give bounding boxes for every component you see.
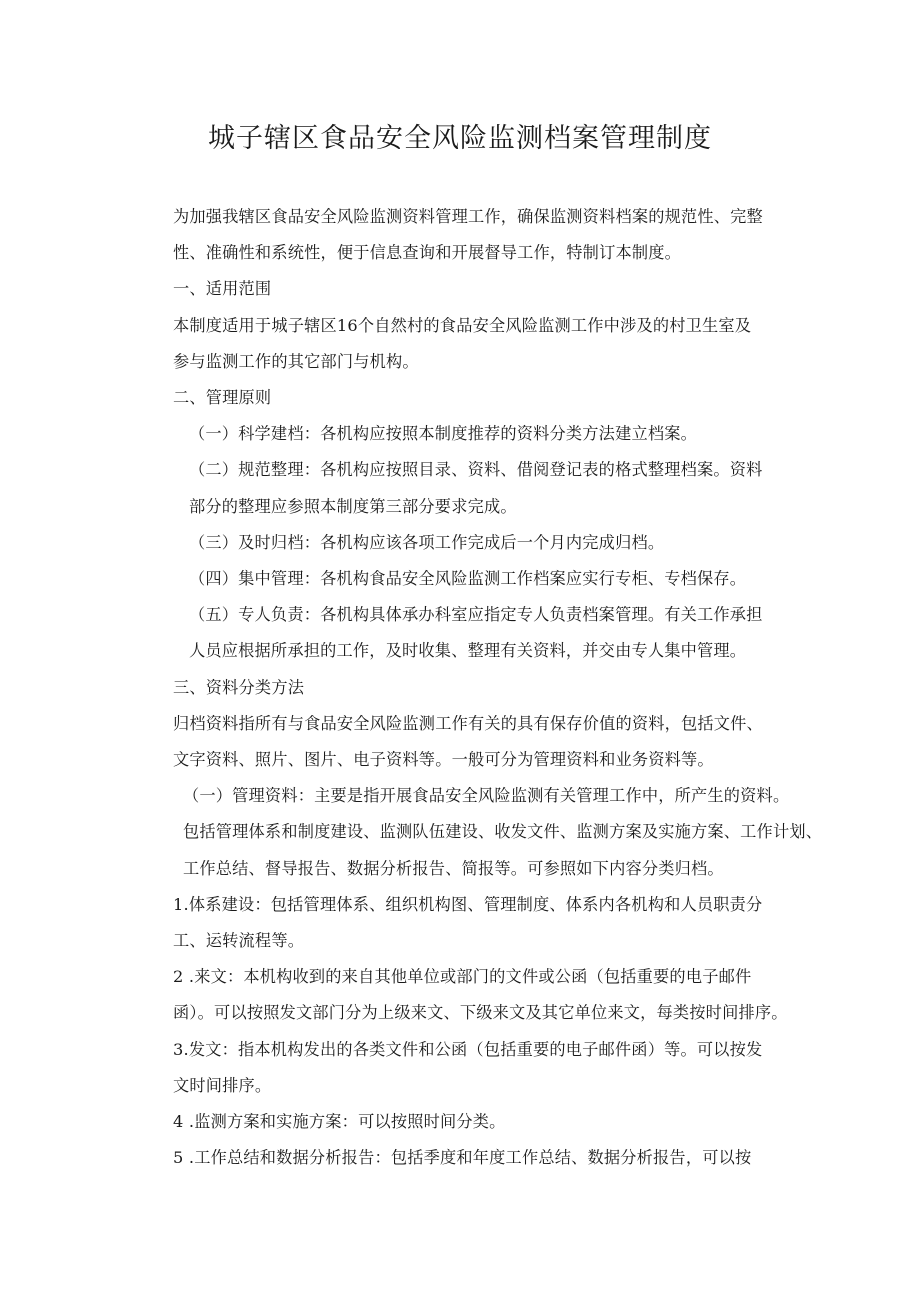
paragraph-principle-3 [139,525,789,561]
paragraph-line: 工作总结、督导报告、数据分析报告、简报等。可参照如下内容分类归档。 [183,858,724,878]
paragraph-item-5 [139,1140,789,1176]
paragraph-principle-4 [139,561,789,597]
document-title: 城子辖区食品安全风险监测档案管理制度 [208,123,712,154]
paragraph-line: 本制度适用于城子辖区16个自然村的食品安全风险监测工作中涉及的村卫生室及 [173,315,752,335]
document-body [139,199,823,1176]
paragraph-line: 一、适用范围 [173,279,272,299]
paragraph-line: 三、资料分类方法 [173,677,305,697]
paragraph-line: （四）集中管理：各机构食品安全风险监测工作档案应实行专柜、专档保存。 [189,569,747,589]
paragraph-line: 参与监测工作的其它部门与机构。 [173,351,419,371]
paragraph-line: 函）。可以按照发文部门分为上级来文、下级来文及其它单位来文，每类按时间排序。 [173,1003,788,1023]
paragraph-line: （二）规范整理：各机构应按照目录、资料、借阅登记表的格式整理档案。资料 [189,460,763,480]
paragraph-line: （一）科学建档：各机构应按照本制度推荐的资料分类方法建立档案。 [189,424,698,444]
paragraph-line: 5 .工作总结和数据分析报告：包括季度和年度工作总结、数据分析报告，可以按 [173,1148,752,1168]
paragraph-line: 性、准确性和系统性，便于信息查询和开展督导工作，特制订本制度。 [173,243,682,263]
paragraph-line: （三）及时归档：各机构应该各项工作完成后一个月内完成归档。 [189,532,665,552]
paragraph-line: 4 .监测方案和实施方案：可以按照时间分类。 [173,1112,506,1132]
paragraph-line: 二、管理原则 [173,388,272,408]
paragraph-heading-2 [139,380,789,416]
paragraph-heading-1 [139,271,789,307]
paragraph-line: 归档资料指所有与食品安全风险监测工作有关的具有保存价值的资料，包括文件、 [173,713,763,733]
paragraph-principle-1 [139,416,789,452]
paragraph-line: 3.发文：指本机构发出的各类文件和公函（包括重要的电子邮件函）等。可以按发 [173,1039,763,1059]
paragraph-heading-3 [139,670,789,706]
paragraph-line: 文时间排序。 [173,1075,272,1095]
paragraph-line: 文字资料、照片、图片、电子资料等。一般可分为管理资料和业务资料等。 [173,750,714,770]
paragraph-line: 为加强我辖区食品安全风险监测资料管理工作，确保监测资料档案的规范性、完整 [173,207,763,226]
paragraph-management-materials [139,778,823,887]
paragraph-line: 部分的整理应参照本制度第三部分要求完成。 [189,496,517,516]
paragraph-principle-2 [139,452,789,524]
paragraph-item-4 [139,1104,789,1140]
paragraph-classification-intro [139,706,789,778]
paragraph-line: （五）专人负责：各机构具体承办科室应指定专人负责档案管理。有关工作承担 [189,605,763,625]
paragraph-item-1 [139,887,789,959]
paragraph-principle-5 [139,597,789,669]
paragraph-line: （一）管理资料：主要是指开展食品安全风险监测有关管理工作中，所产生的资料。 [183,786,790,806]
paragraph-scope [139,308,789,380]
paragraph-line: 人员应根据所承担的工作，及时收集、整理有关资料，并交由专人集中管理。 [189,641,747,661]
paragraph-line: 工、运转流程等。 [173,931,305,951]
paragraph-item-2 [139,959,789,1031]
paragraph-item-3 [139,1032,789,1104]
paragraph-line: 包括管理体系和制度建设、监测队伍建设、收发文件、监测方案及实施方案、工作计划、 [183,822,823,842]
paragraph-intro [139,199,789,271]
paragraph-line: 1.体系建设：包括管理体系、组织机构图、管理制度、体系内各机构和人员职责分 [173,894,763,914]
paragraph-line: 2 .来文：本机构收到的来自其他单位或部门的文件或公函（包括重要的电子邮件 [173,967,752,987]
